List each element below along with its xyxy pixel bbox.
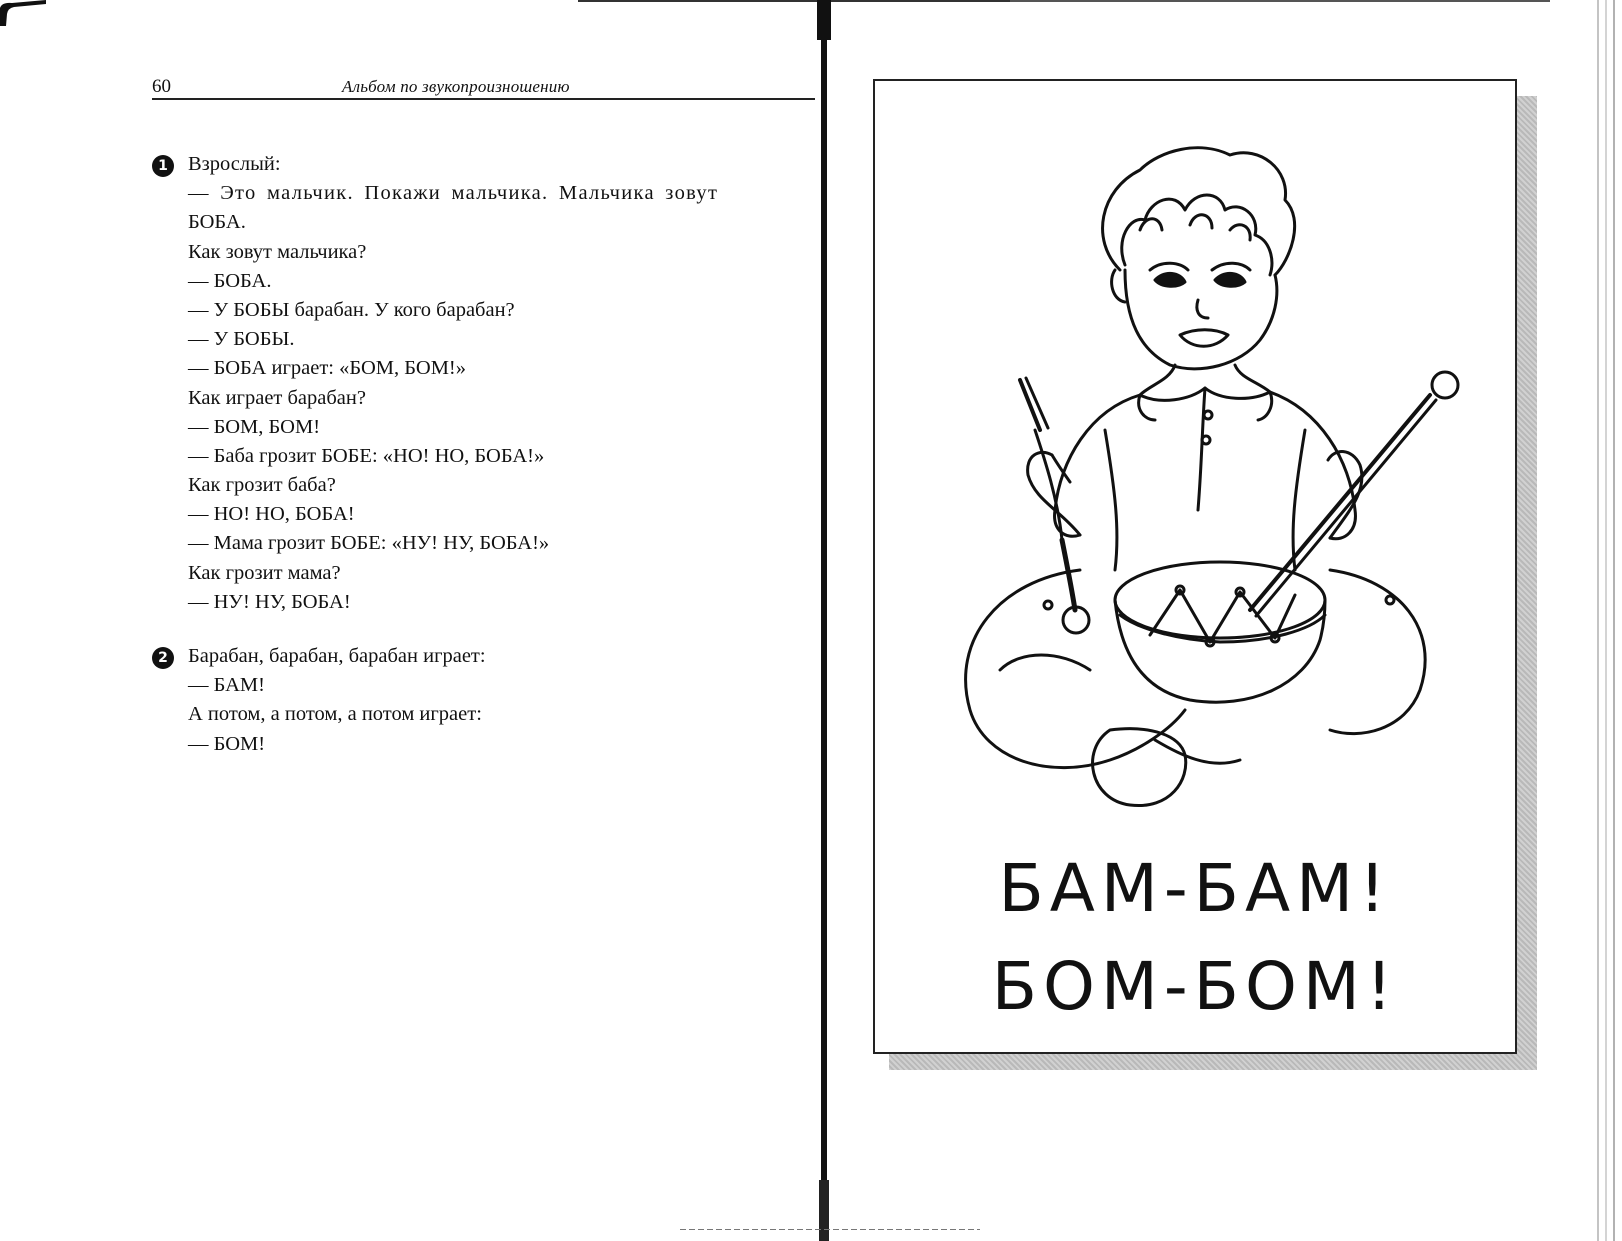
text-line: — НО! НО, БОБА! [188, 503, 355, 526]
text-line: — У БОБЫ. [188, 328, 295, 351]
text-line: — БОМ! [188, 732, 266, 755]
scan-top-edge-right [1010, 0, 1550, 2]
text-line: — НУ! НУ, БОБА! [188, 590, 351, 613]
text-line: — БОМ, БОМ! [188, 415, 321, 438]
text-line: Взрослый: [188, 153, 281, 175]
text-line: Как грозит баба? [188, 474, 336, 497]
exercise-2-text [188, 642, 815, 759]
text-line: Как зовут мальчика? [188, 240, 367, 263]
boy-playing-drum-icon [940, 130, 1480, 820]
book-gutter [817, 0, 831, 1241]
exercise-number-badge: 1 [152, 155, 174, 177]
text-line: — БАМ! [188, 674, 265, 697]
text-line: — Это мальчик. Покажи мальчика. Мальчика зовут [188, 182, 719, 205]
text-line: — У БОБЫ барабан. У кого барабан? [188, 298, 515, 321]
book-title: Альбом по звукопроизношению [342, 77, 570, 96]
text-line: — БОБА играет: «БОМ, БОМ!» [188, 357, 467, 380]
text-line: Как играет барабан? [188, 386, 366, 409]
page-number: 60 [152, 76, 171, 97]
text-line: — Баба грозит БОБЕ: «НО! НО, БОБА!» [188, 444, 545, 467]
running-head [152, 74, 812, 100]
text-line: Как грозит мама? [188, 561, 341, 584]
text-line: — Мама грозит БОБЕ: «НУ! НУ, БОБА!» [188, 532, 550, 555]
text-line: БОБА. [188, 211, 246, 234]
text-line: А потом, а потом, а потом играет: [188, 703, 482, 726]
text-line: Барабан, барабан, барабан играет: [188, 645, 486, 667]
header-rule [152, 98, 815, 100]
text-line: — БОБА. [188, 269, 272, 292]
caption-bam-bam: БАМ-БАМ! [998, 850, 1392, 927]
exercise-number-badge: 2 [152, 647, 174, 669]
exercise-1-text [188, 150, 815, 617]
scan-right-edge [1592, 0, 1622, 1241]
caption-bom-bom: БОМ-БОМ! [991, 948, 1399, 1025]
